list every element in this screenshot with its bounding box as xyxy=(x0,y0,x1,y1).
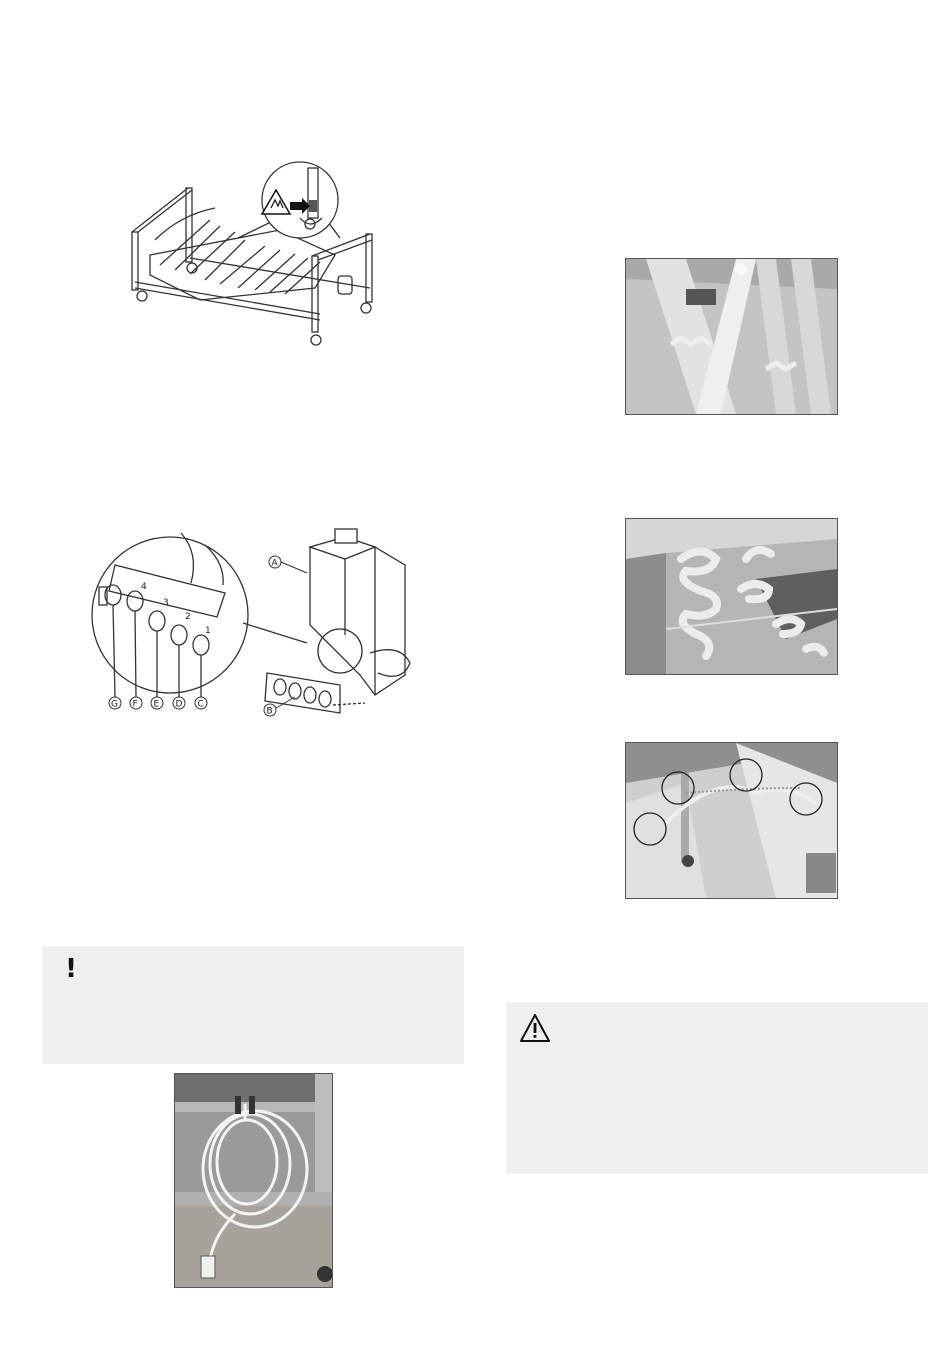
port-number-1: 1 xyxy=(205,626,211,636)
callout-a: A xyxy=(271,558,278,569)
callout-e: E xyxy=(153,699,160,710)
callout-f: F xyxy=(132,699,138,710)
port-number-4: 4 xyxy=(141,582,147,592)
cable-ties-photo xyxy=(625,742,838,899)
port-number-3: 3 xyxy=(163,598,169,608)
port-number-2: 2 xyxy=(185,612,191,622)
warning-triangle-icon xyxy=(518,1012,552,1044)
callout-c: C xyxy=(197,699,204,710)
important-note-box xyxy=(42,946,464,1064)
slats-photo xyxy=(625,258,838,415)
warning-note-box xyxy=(506,1002,928,1174)
control-box-figure xyxy=(85,525,445,720)
callout-b: B xyxy=(266,706,273,717)
callout-g: G xyxy=(111,699,118,710)
bed-frame-figure xyxy=(120,160,390,350)
cable-hook-photo xyxy=(174,1073,333,1288)
coiled-cable-photo xyxy=(625,518,838,675)
exclamation-icon: ! xyxy=(65,954,77,984)
callout-d: D xyxy=(175,699,183,710)
